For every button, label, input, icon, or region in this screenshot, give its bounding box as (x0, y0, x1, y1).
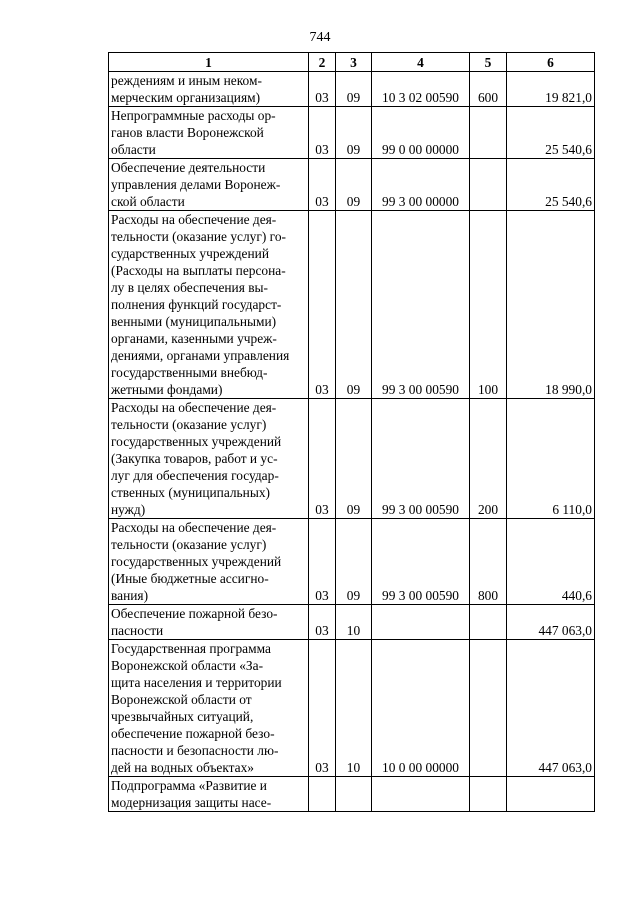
row-section: 03 (309, 519, 336, 605)
row-target-article (372, 777, 470, 812)
row-name: Непрограммные расходы ор- ганов власти Воронежской области (109, 107, 309, 159)
column-header-5: 5 (470, 53, 507, 72)
row-amount: 18 990,0 (507, 211, 595, 399)
row-expense-type: 200 (470, 399, 507, 519)
row-name: Расходы на обеспечение дея- тельности (оказание услуг) государственных учреждений (Закупка товаров, работ и ус- луг для обеспечения государ- ственных (муниципальных) нужд) (109, 399, 309, 519)
row-section: 03 (309, 72, 336, 107)
table-header-row (109, 53, 595, 72)
table-row (109, 777, 595, 812)
row-subsection: 09 (336, 399, 372, 519)
row-section: 03 (309, 399, 336, 519)
row-target-article (372, 605, 470, 640)
row-target-article: 99 3 00 00590 (372, 211, 470, 399)
page-number: 744 (309, 30, 331, 45)
row-subsection: 10 (336, 640, 372, 777)
row-section: 03 (309, 640, 336, 777)
row-expense-type (470, 107, 507, 159)
row-amount: 25 540,6 (507, 159, 595, 211)
row-subsection: 10 (336, 605, 372, 640)
row-name: Государственная программа Воронежской области «За- щита населения и территории Воронежской области от чрезвычайных ситуаций, обеспечение пожарной безо- пасности и безопасности лю- дей на водных объектах» (109, 640, 309, 777)
row-subsection: 09 (336, 107, 372, 159)
row-name: реждениям и иным неком- мерческим организациям) (109, 72, 309, 107)
budget-table (108, 52, 595, 812)
row-target-article: 99 3 00 00000 (372, 159, 470, 211)
row-expense-type: 600 (470, 72, 507, 107)
row-name: Обеспечение деятельности управления делами Воронеж- ской области (109, 159, 309, 211)
row-section (309, 777, 336, 812)
row-target-article: 99 3 00 00590 (372, 399, 470, 519)
row-amount: 6 110,0 (507, 399, 595, 519)
row-expense-type (470, 159, 507, 211)
row-target-article: 10 0 00 00000 (372, 640, 470, 777)
row-subsection: 09 (336, 519, 372, 605)
row-name: Подпрограмма «Развитие и модернизация защиты насе- (109, 777, 309, 812)
row-target-article: 99 0 00 00000 (372, 107, 470, 159)
row-expense-type: 800 (470, 519, 507, 605)
column-header-1: 1 (109, 53, 309, 72)
row-amount: 447 063,0 (507, 605, 595, 640)
table-row (109, 107, 595, 159)
row-expense-type (470, 777, 507, 812)
table-row (109, 640, 595, 777)
row-subsection (336, 777, 372, 812)
row-expense-type: 100 (470, 211, 507, 399)
row-name: Расходы на обеспечение дея- тельности (оказание услуг) государственных учреждений (Иные бюджетные ассигно- вания) (109, 519, 309, 605)
column-header-2: 2 (309, 53, 336, 72)
table-row (109, 519, 595, 605)
row-name: Расходы на обеспечение дея- тельности (оказание услуг) го- сударственных учреждений (Расходы на выплаты персона- лу в целях обеспечения вы- полнения функций государст- венными (муниципальными) органами, казенными учреж- дениями, органами управления государственными внебюд- жетными фондами) (109, 211, 309, 399)
column-header-4: 4 (372, 53, 470, 72)
row-target-article: 99 3 00 00590 (372, 519, 470, 605)
row-expense-type (470, 640, 507, 777)
row-subsection: 09 (336, 211, 372, 399)
row-section: 03 (309, 159, 336, 211)
column-header-6: 6 (507, 53, 595, 72)
row-amount: 440,6 (507, 519, 595, 605)
column-header-3: 3 (336, 53, 372, 72)
table-row (109, 605, 595, 640)
row-section: 03 (309, 107, 336, 159)
row-subsection: 09 (336, 159, 372, 211)
row-subsection: 09 (336, 72, 372, 107)
table-row (109, 159, 595, 211)
row-section: 03 (309, 605, 336, 640)
row-expense-type (470, 605, 507, 640)
table-row (109, 72, 595, 107)
table-row (109, 211, 595, 399)
row-amount (507, 777, 595, 812)
row-amount: 19 821,0 (507, 72, 595, 107)
row-section: 03 (309, 211, 336, 399)
row-name: Обеспечение пожарной безо- пасности (109, 605, 309, 640)
row-amount: 447 063,0 (507, 640, 595, 777)
table-row (109, 399, 595, 519)
row-target-article: 10 3 02 00590 (372, 72, 470, 107)
row-amount: 25 540,6 (507, 107, 595, 159)
